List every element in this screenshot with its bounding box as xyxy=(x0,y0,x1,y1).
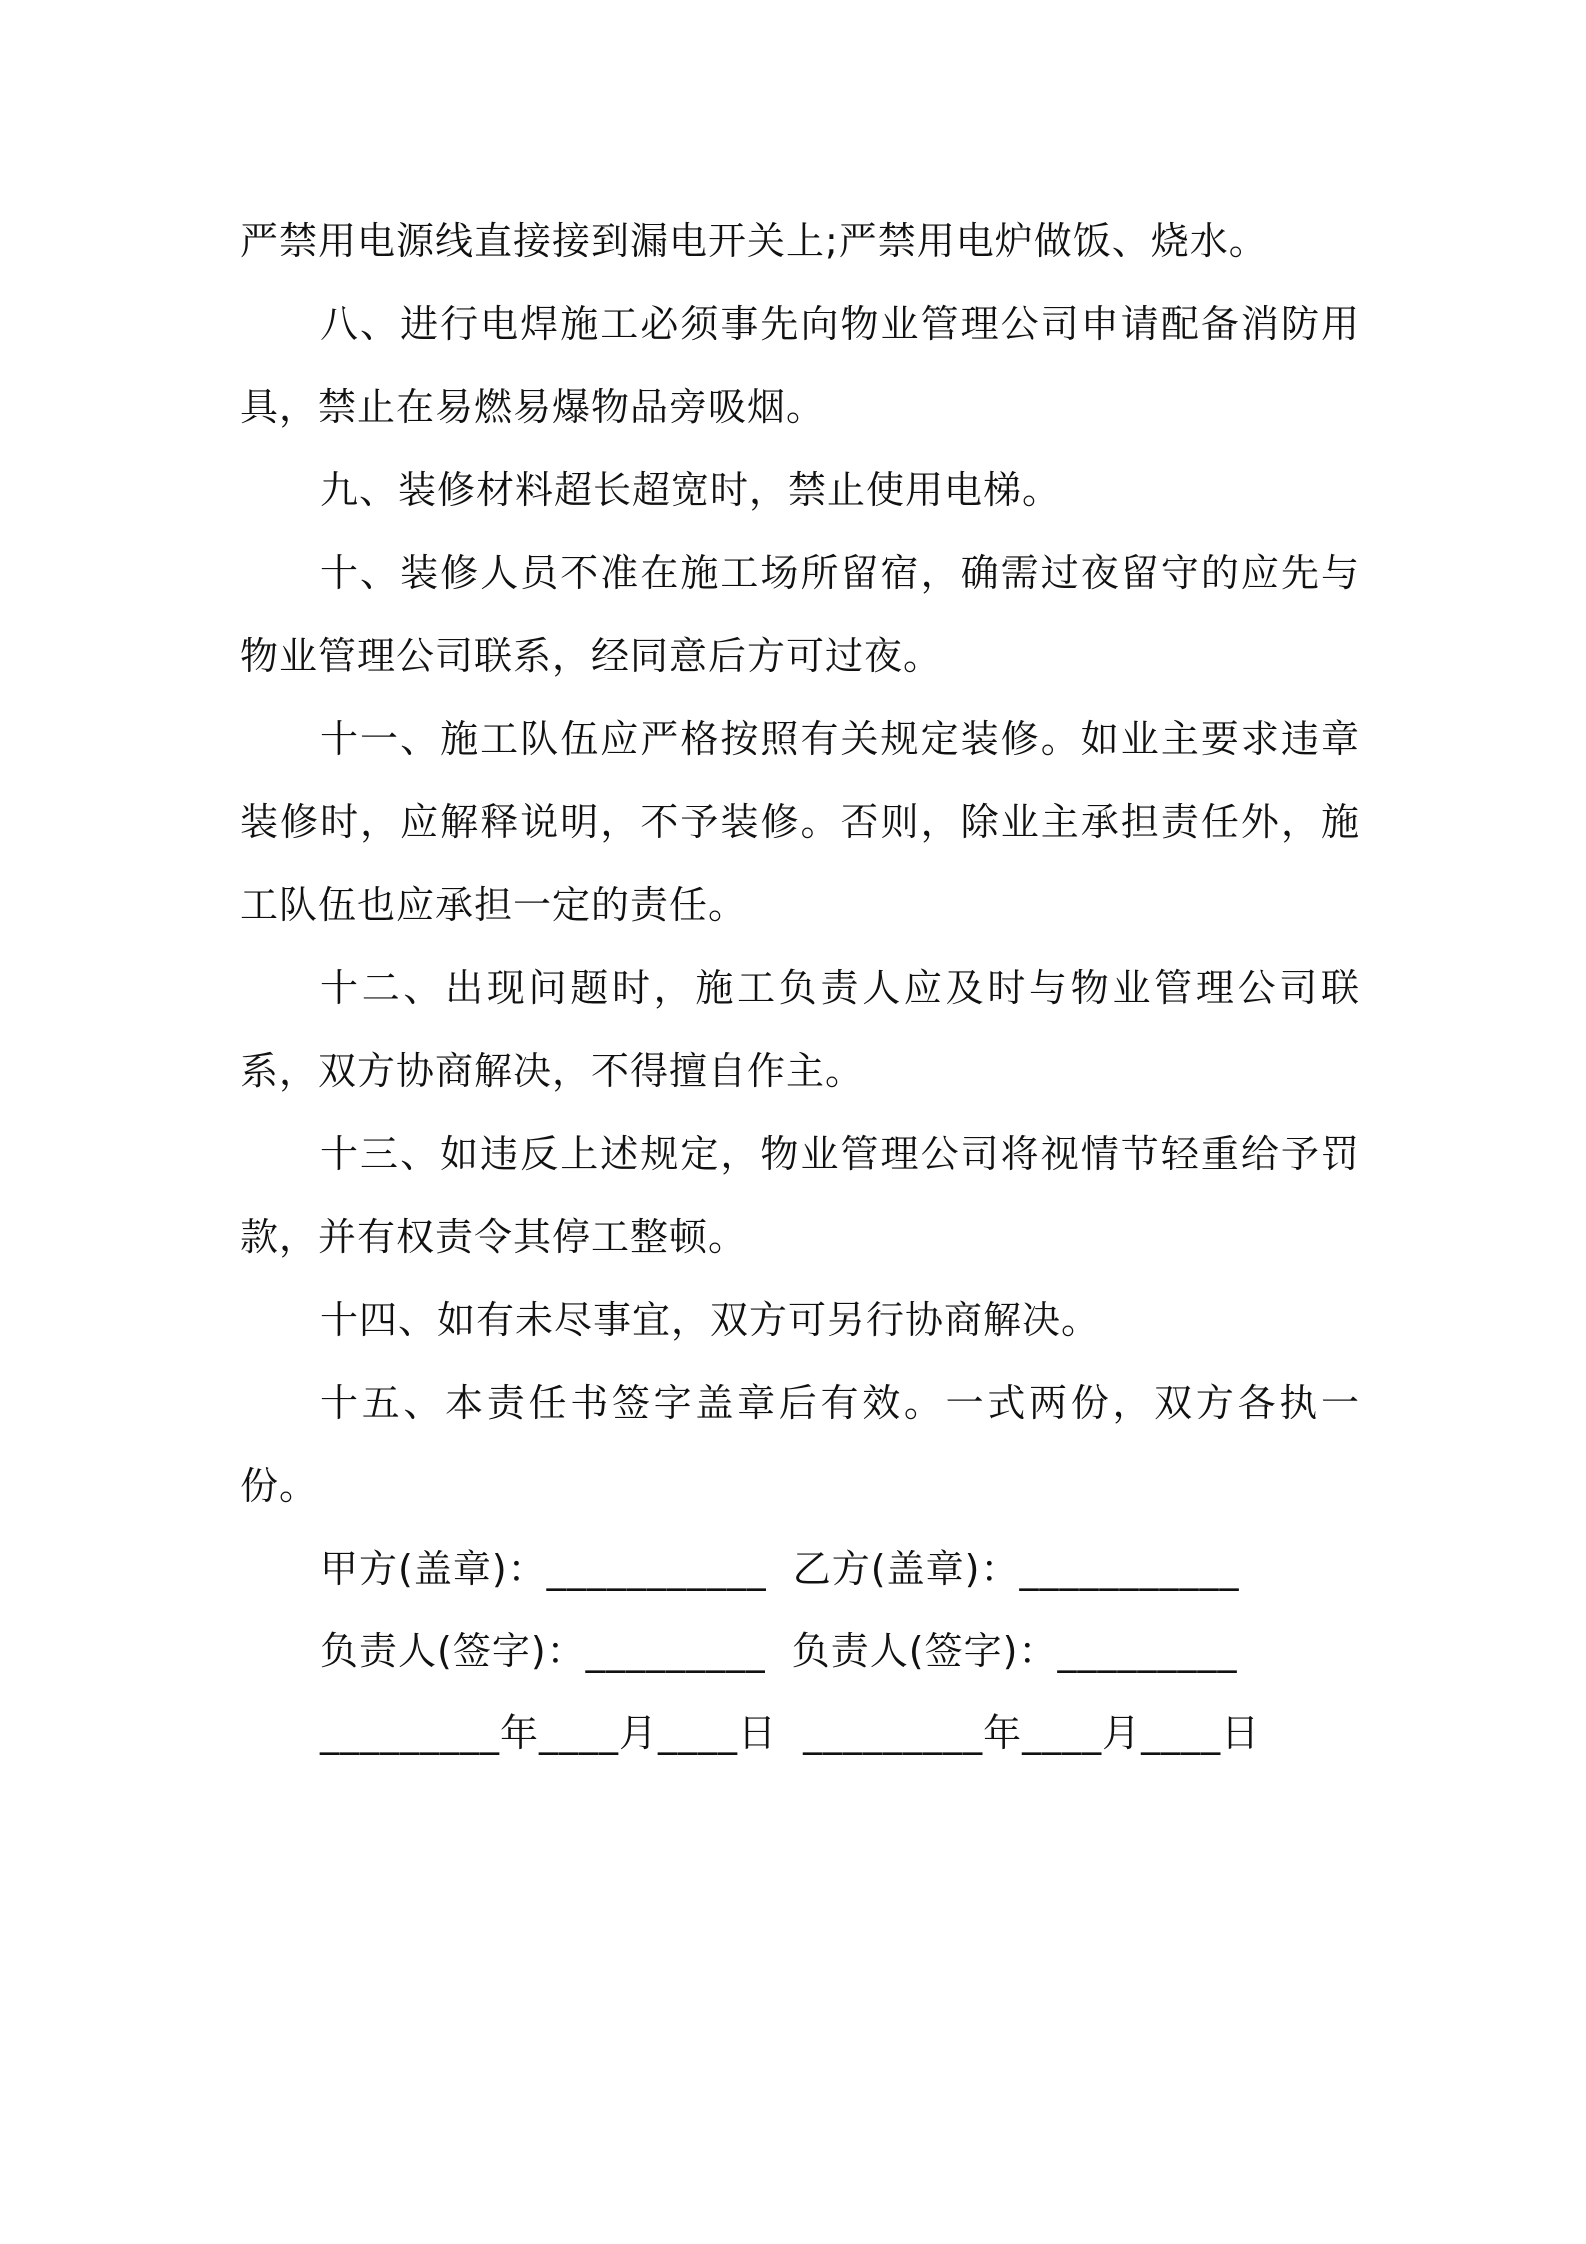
clause-11: 十一、施工队伍应严格按照有关规定装修。如业主要求违章装修时，应解释说明，不予装修。否则，除业主承担责任外，施工队伍也应承担一定的责任。 xyxy=(240,717,1360,927)
signature-block xyxy=(240,1528,1360,1774)
date-line: _________年____月____日 _________年____月____日 xyxy=(320,1711,1261,1755)
clause-13: 十三、如违反上述规定，物业管理公司将视情节轻重给予罚款，并有权责令其停工整顿。 xyxy=(240,1132,1360,1259)
party-seal-line: 甲方(盖章)：___________ 乙方(盖章)：___________ xyxy=(320,1547,1240,1591)
clause-12: 十二、出现问题时，施工负责人应及时与物业管理公司联系，双方协商解决，不得擅自作主。 xyxy=(240,966,1360,1093)
responsible-signature-line: 负责人(签字)：_________ 负责人(签字)：_________ xyxy=(320,1629,1238,1673)
clause-10: 十、装修人员不准在施工场所留宿，确需过夜留守的应先与物业管理公司联系，经同意后方可过夜。 xyxy=(240,551,1360,678)
clause-14: 十四、如有未尽事宜，双方可另行协商解决。 xyxy=(320,1298,1101,1342)
document-page xyxy=(240,200,1360,1774)
paragraph-continuation: 严禁用电源线直接接到漏电开关上;严禁用电炉做饭、烧水。 xyxy=(240,219,1268,263)
clause-15: 十五、本责任书签字盖章后有效。一式两份，双方各执一份。 xyxy=(240,1381,1360,1508)
clause-9: 九、装修材料超长超宽时，禁止使用电梯。 xyxy=(320,468,1062,512)
clause-8: 八、进行电焊施工必须事先向物业管理公司申请配备消防用具，禁止在易燃易爆物品旁吸烟。 xyxy=(240,302,1360,429)
